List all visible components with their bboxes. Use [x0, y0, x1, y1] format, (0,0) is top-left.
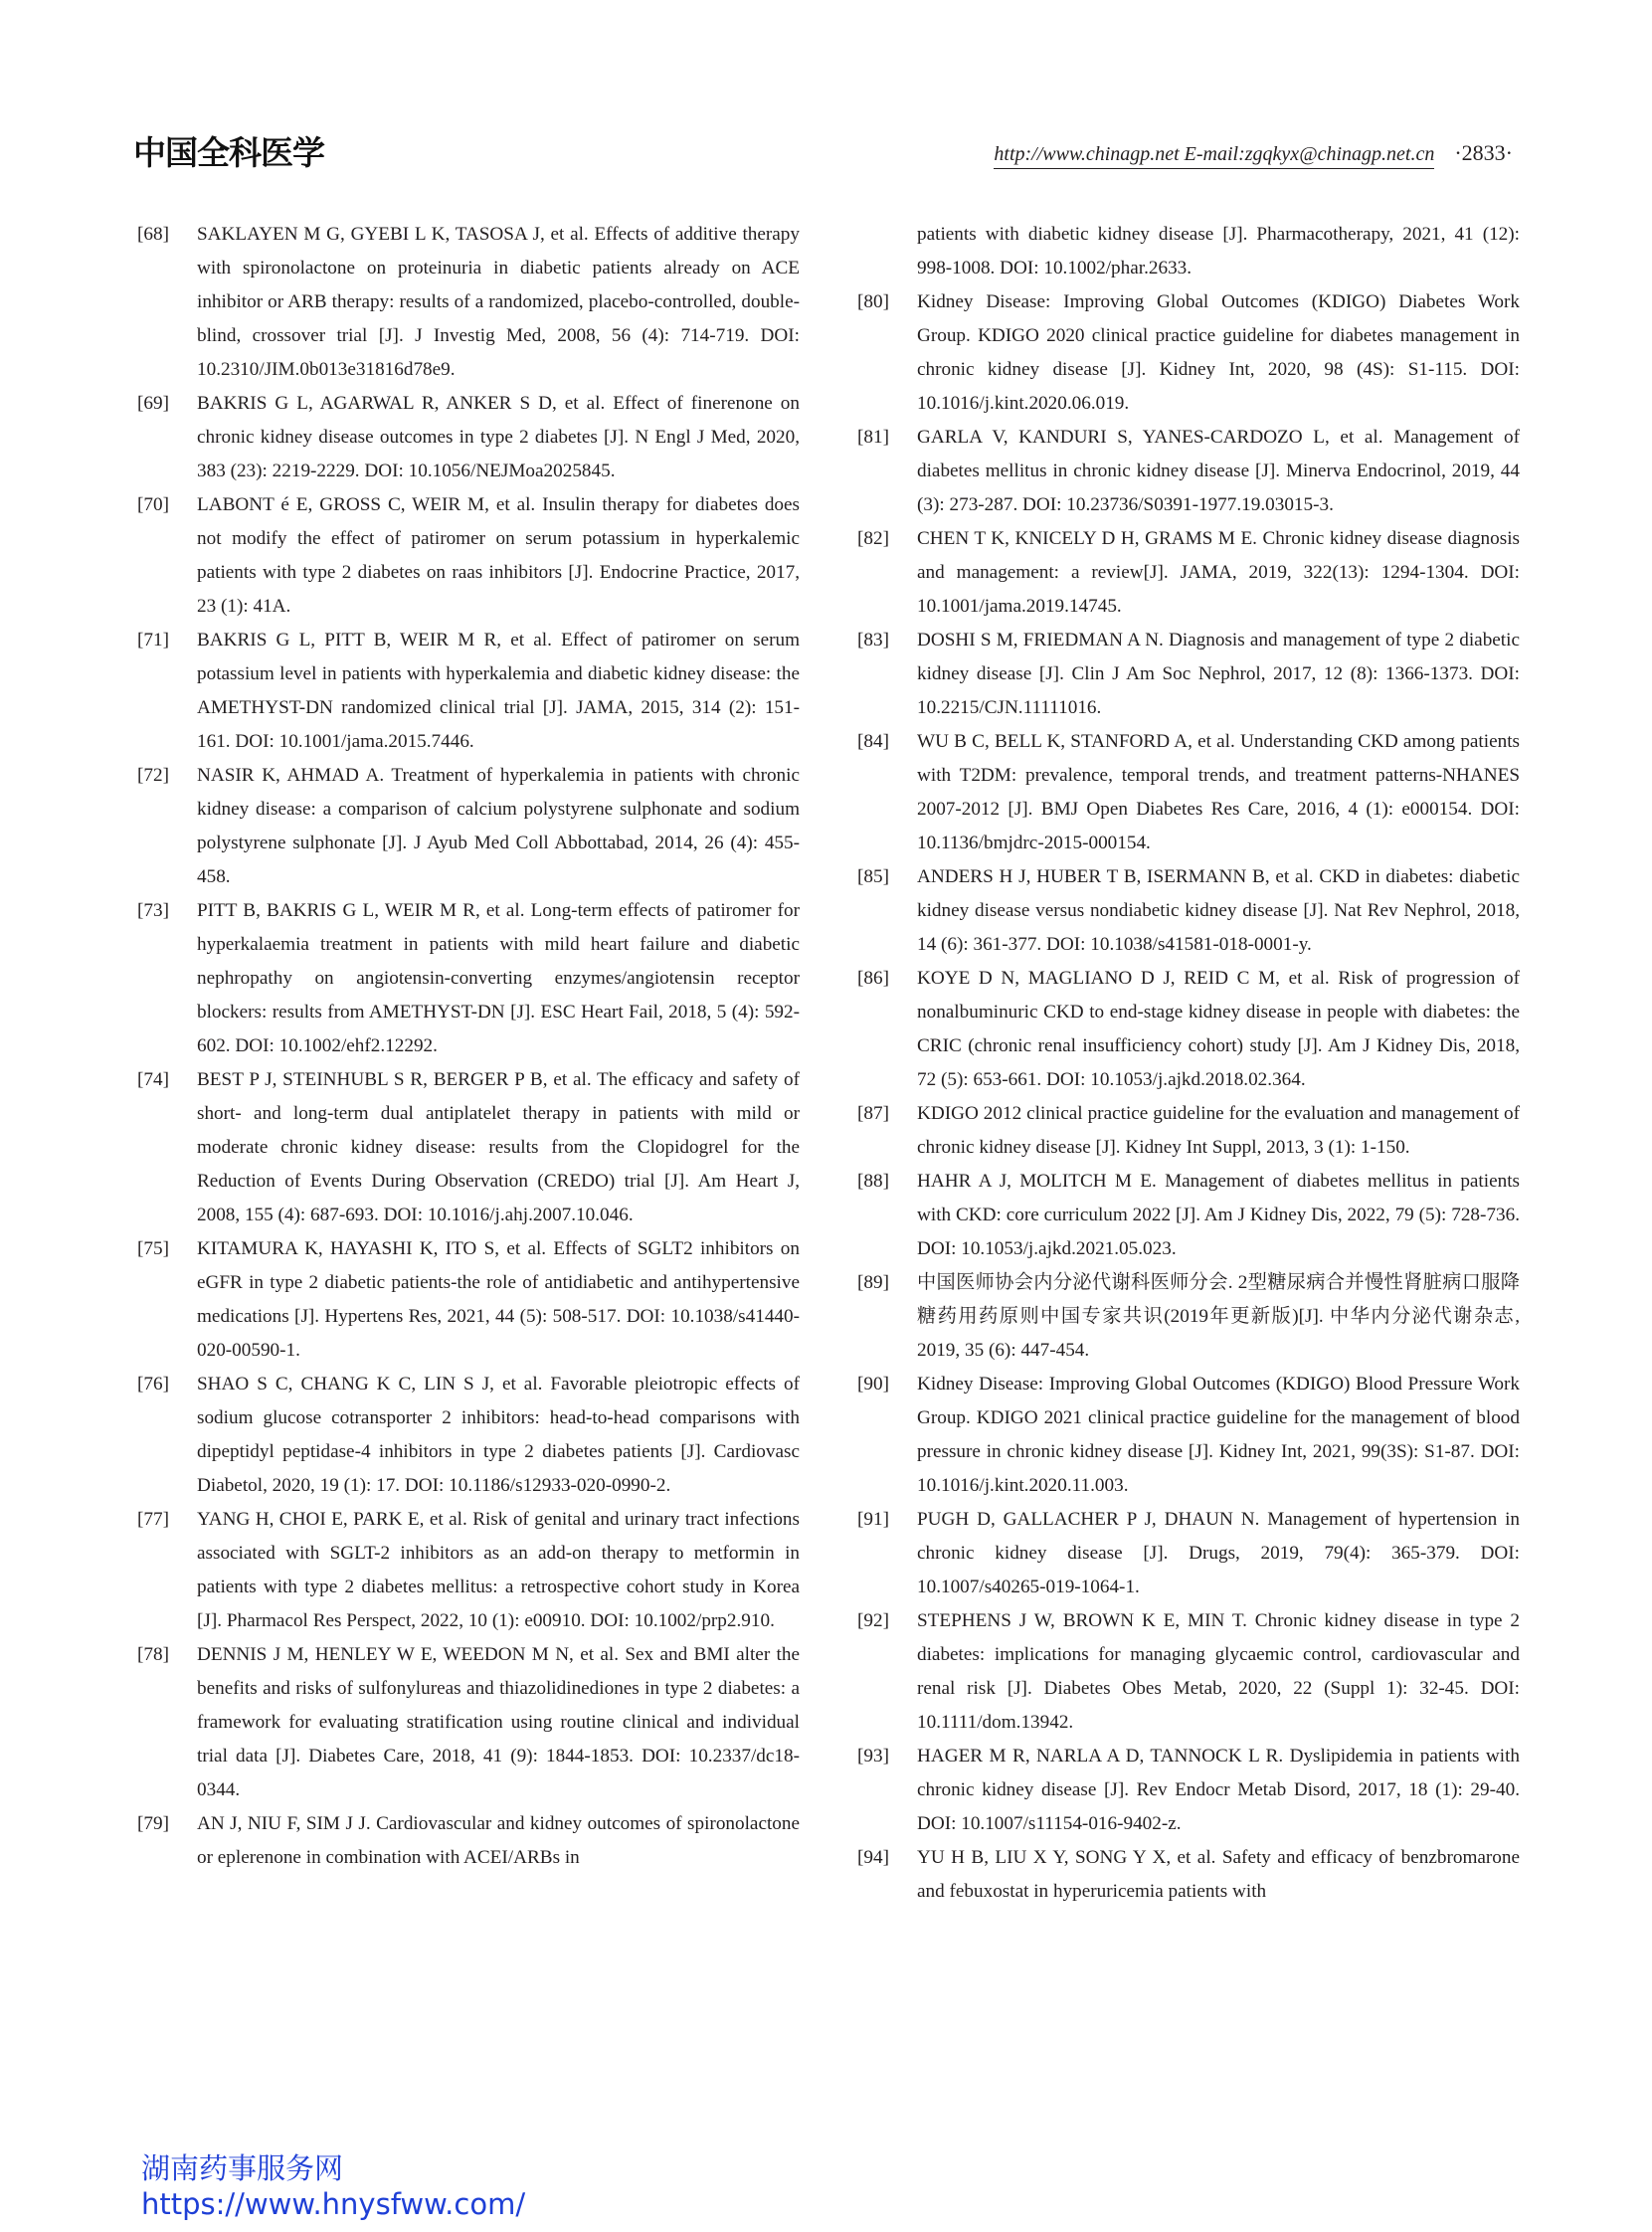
reference-item — [857, 285, 1520, 421]
reference-text: CHEN T K, KNICELY D H, GRAMS M E. Chronic kidney disease diagnosis and management: a review[J]. JAMA, 2019, 322(13): 1294-1304. DOI: 10.1001/jama.2019.14745. — [917, 528, 1520, 617]
reference-text: LABONT é E, GROSS C, WEIR M, et al. Insulin therapy for diabetes does not modify the effect of patiromer on serum potassium in hyperkalemic patients with type 2 diabetes on raas inhibitors [J]. Endocrine Practice, 2017, 23 (1): 41A. — [197, 494, 800, 617]
reference-number: [75] — [137, 1238, 169, 1259]
reference-item — [137, 387, 800, 488]
reference-text: WU B C, BELL K, STANFORD A, et al. Understanding CKD among patients with T2DM: prevalence, temporal trends, and treatment patterns-NHANES 2007-2012 [J]. BMJ Open Diabetes Res Care, 2016, 4 (1): e000154. DOI: 10.1136/bmjdrc-2015-000154. — [917, 731, 1520, 853]
reference-number: [79] — [137, 1813, 169, 1834]
reference-item — [137, 1503, 800, 1638]
reference-number: [90] — [857, 1374, 889, 1395]
reference-text: Kidney Disease: Improving Global Outcomes (KDIGO) Diabetes Work Group. KDIGO 2020 clinical practice guideline for diabetes management in chronic kidney disease [J]. Kidney Int, 2020, 98 (4S): S1-115. DOI: 10.1016/j.kint.2020.06.019. — [917, 291, 1520, 414]
watermark-site-name: 湖南药事服务网 — [141, 2151, 344, 2185]
reference-number: [92] — [857, 1610, 889, 1631]
reference-number: [88] — [857, 1171, 889, 1192]
reference-text: HAGER M R, NARLA A D, TANNOCK L R. Dyslipidemia in patients with chronic kidney disease [J]. Rev Endocr Metab Disord, 2017, 18 (1): 29-40. DOI: 10.1007/s11154-016-9402-z. — [917, 1746, 1520, 1834]
reference-text: KITAMURA K, HAYASHI K, ITO S, et al. Effects of SGLT2 inhibitors on eGFR in type 2 diabetic patients-the role of antidiabetic and antihypertensive medications [J]. Hypertens Res, 2021, 44 (5): 508-517. DOI: 10.1038/s41440-020-00590-1. — [197, 1238, 800, 1361]
reference-number: [71] — [137, 630, 169, 651]
reference-number: [68] — [137, 224, 169, 245]
reference-text: SAKLAYEN M G, GYEBI L K, TASOSA J, et al. Effects of additive therapy with spironolactone on proteinuria in diabetic patients already on ACE inhibitor or ARB therapy: results of a randomized, placebo-controlled, double-blind, crossover trial [J]. J Investig Med, 2008, 56 (4): 714-719. DOI: 10.2310/JIM.0b013e31816d78e9. — [197, 224, 800, 380]
reference-item — [137, 1638, 800, 1807]
reference-text: BAKRIS G L, PITT B, WEIR M R, et al. Effect of patiromer on serum potassium level in patients with hyperkalemia and diabetic kidney disease: the AMETHYST-DN randomized clinical trial [J]. JAMA, 2015, 314 (2): 151-161. DOI: 10.1001/jama.2015.7446. — [197, 630, 800, 752]
reference-number: [93] — [857, 1746, 889, 1767]
reference-number: [77] — [137, 1509, 169, 1530]
reference-number: [72] — [137, 765, 169, 786]
reference-column-left — [137, 218, 800, 1875]
reference-number: [74] — [137, 1069, 169, 1090]
reference-item — [857, 421, 1520, 522]
reference-text: PITT B, BAKRIS G L, WEIR M R, et al. Long-term effects of patiromer for hyperkalaemia treatment in patients with mild heart failure and diabetic nephropathy on angiotensin-converting enzymes/angiotensin receptor blockers: results from AMETHYST-DN [J]. ESC Heart Fail, 2018, 5 (4): 592-602. DOI: 10.1002/ehf2.12292. — [197, 900, 800, 1056]
reference-number: [70] — [137, 494, 169, 515]
reference-number: [69] — [137, 393, 169, 414]
page-number: ·2833· — [1454, 140, 1513, 165]
reference-text: DOSHI S M, FRIEDMAN A N. Diagnosis and management of type 2 diabetic kidney disease [J]. Clin J Am Soc Nephrol, 2017, 12 (8): 1366-1373. DOI: 10.2215/CJN.11111016. — [917, 630, 1520, 718]
reference-number: [84] — [857, 731, 889, 752]
reference-column-right — [857, 218, 1520, 1909]
reference-item — [137, 894, 800, 1063]
reference-text: BEST P J, STEINHUBL S R, BERGER P B, et al. The efficacy and safety of short- and long-term dual antiplatelet therapy in patients with mild or moderate chronic kidney disease: results from the Clopidogrel for the Reduction of Events During Observation (CREDO) trial [J]. Am Heart J, 2008, 155 (4): 687-693. DOI: 10.1016/j.ahj.2007.10.046. — [197, 1069, 800, 1225]
reference-number: [73] — [137, 900, 169, 921]
reference-item — [137, 1063, 800, 1232]
reference-text: NASIR K, AHMAD A. Treatment of hyperkalemia in patients with chronic kidney disease: a comparison of calcium polystyrene sulphonate and sodium polystyrene sulphonate [J]. J Ayub Med Coll Abbottabad, 2014, 26 (4): 455-458. — [197, 765, 800, 887]
reference-number: [94] — [857, 1847, 889, 1868]
reference-text: patients with diabetic kidney disease [J]. Pharmacotherapy, 2021, 41 (12): 998-1008. DOI: 10.1002/phar.2633. — [917, 224, 1520, 279]
journal-url-email[interactable]: http://www.chinagp.net E-mail:zgqkyx@chinagp.net.cn — [994, 143, 1434, 169]
reference-item — [857, 1503, 1520, 1604]
reference-number: [81] — [857, 427, 889, 448]
reference-item — [137, 1232, 800, 1368]
reference-item — [857, 1097, 1520, 1165]
reference-number: [91] — [857, 1509, 889, 1530]
reference-item — [857, 1165, 1520, 1266]
reference-text: AN J, NIU F, SIM J J. Cardiovascular and kidney outcomes of spironolactone or eplerenone in combination with ACEI/ARBs in — [197, 1813, 800, 1868]
reference-item — [857, 860, 1520, 962]
reference-item — [857, 725, 1520, 860]
watermark-url[interactable]: https://www.hnysfww.com/ — [141, 2187, 526, 2221]
reference-item — [137, 488, 800, 624]
reference-text: 中国医师协会内分泌代谢科医师分会. 2型糖尿病合并慢性肾脏病口服降糖药用药原则中国专家共识(2019年更新版)[J]. 中华内分泌代谢杂志, 2019, 35 (6): 447-454. — [917, 1272, 1520, 1361]
reference-item — [857, 624, 1520, 725]
reference-item — [137, 218, 800, 387]
reference-item — [857, 218, 1520, 285]
reference-text: YU H B, LIU X Y, SONG Y X, et al. Safety and efficacy of benzbromarone and febuxostat in hyperuricemia patients with — [917, 1847, 1520, 1902]
reference-text: HAHR A J, MOLITCH M E. Management of diabetes mellitus in patients with CKD: core curriculum 2022 [J]. Am J Kidney Dis, 2022, 79 (5): 728-736. DOI: 10.1053/j.ajkd.2021.05.023. — [917, 1171, 1520, 1259]
reference-item — [137, 759, 800, 894]
reference-item — [857, 962, 1520, 1097]
reference-text: SHAO S C, CHANG K C, LIN S J, et al. Favorable pleiotropic effects of sodium glucose cotransporter 2 inhibitors: head-to-head comparisons with dipeptidyl peptidase-4 inhibitors in type 2 diabetes patients [J]. Cardiovasc Diabetol, 2020, 19 (1): 17. DOI: 10.1186/s12933-020-0990-2. — [197, 1374, 800, 1496]
reference-item — [137, 1368, 800, 1503]
reference-item — [857, 1368, 1520, 1503]
reference-item — [857, 1740, 1520, 1841]
reference-number: [87] — [857, 1103, 889, 1124]
reference-number: [76] — [137, 1374, 169, 1395]
reference-number: [83] — [857, 630, 889, 651]
reference-item — [857, 522, 1520, 624]
reference-text: Kidney Disease: Improving Global Outcomes (KDIGO) Blood Pressure Work Group. KDIGO 2021 clinical practice guideline for the management of blood pressure in chronic kidney disease [J]. Kidney Int, 2021, 99(3S): S1-87. DOI: 10.1016/j.kint.2020.11.003. — [917, 1374, 1520, 1496]
reference-text: STEPHENS J W, BROWN K E, MIN T. Chronic kidney disease in type 2 diabetes: implications for managing glycaemic control, cardiovascular and renal risk [J]. Diabetes Obes Metab, 2020, 22 (Suppl 1): 32-45. DOI: 10.1111/dom.13942. — [917, 1610, 1520, 1733]
reference-text: KOYE D N, MAGLIANO D J, REID C M, et al. Risk of progression of nonalbuminuric CKD to end-stage kidney disease in people with diabetes: the CRIC (chronic renal insufficiency cohort) study [J]. Am J Kidney Dis, 2018, 72 (5): 653-661. DOI: 10.1053/j.ajkd.2018.02.364. — [917, 968, 1520, 1090]
reference-item — [857, 1604, 1520, 1740]
reference-number: [80] — [857, 291, 889, 312]
journal-title: 中国全科医学 — [133, 133, 324, 172]
reference-number: [78] — [137, 1644, 169, 1665]
reference-text: KDIGO 2012 clinical practice guideline for the evaluation and management of chronic kidney disease [J]. Kidney Int Suppl, 2013, 3 (1): 1-150. — [917, 1103, 1520, 1158]
reference-item — [137, 624, 800, 759]
reference-item — [857, 1266, 1520, 1368]
reference-item — [857, 1841, 1520, 1909]
reference-text: YANG H, CHOI E, PARK E, et al. Risk of genital and urinary tract infections associated with SGLT-2 inhibitors as an add-on therapy to metformin in patients with type 2 diabetes mellitus: a retrospective cohort study in Korea [J]. Pharmacol Res Perspect, 2022, 10 (1): e00910. DOI: 10.1002/prp2.910. — [197, 1509, 800, 1631]
reference-text: DENNIS J M, HENLEY W E, WEEDON M N, et al. Sex and BMI alter the benefits and risks of sulfonylureas and thiazolidinediones in type 2 diabetes: a framework for evaluating stratification using routine clinical and individual trial data [J]. Diabetes Care, 2018, 41 (9): 1844-1853. DOI: 10.2337/dc18-0344. — [197, 1644, 800, 1800]
reference-number: [89] — [857, 1272, 889, 1293]
reference-number: [86] — [857, 968, 889, 989]
reference-text: ANDERS H J, HUBER T B, ISERMANN B, et al. CKD in diabetes: diabetic kidney disease versus nondiabetic kidney disease [J]. Nat Rev Nephrol, 2018, 14 (6): 361-377. DOI: 10.1038/s41581-018-0001-y. — [917, 866, 1520, 955]
reference-text: BAKRIS G L, AGARWAL R, ANKER S D, et al. Effect of finerenone on chronic kidney disease outcomes in type 2 diabetes [J]. N Engl J Med, 2020, 383 (23): 2219-2229. DOI: 10.1056/NEJMoa2025845. — [197, 393, 800, 481]
reference-item — [137, 1807, 800, 1875]
page-header-info — [994, 140, 1513, 169]
site-watermark[interactable] — [141, 2150, 525, 2222]
reference-number: [82] — [857, 528, 889, 549]
reference-text: GARLA V, KANDURI S, YANES-CARDOZO L, et al. Management of diabetes mellitus in chronic kidney disease [J]. Minerva Endocrinol, 2019, 44 (3): 273-287. DOI: 10.23736/S0391-1977.19.03015-3. — [917, 427, 1520, 515]
reference-text: PUGH D, GALLACHER P J, DHAUN N. Management of hypertension in chronic kidney disease [J]. Drugs, 2019, 79(4): 365-379. DOI: 10.1007/s40265-019-1064-1. — [917, 1509, 1520, 1597]
reference-number: [85] — [857, 866, 889, 887]
